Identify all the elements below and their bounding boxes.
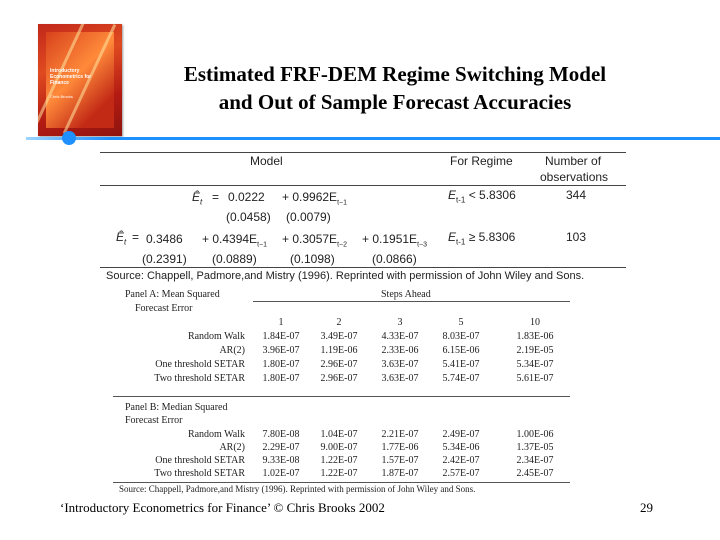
panel-b-title-line1: Panel B: Median Squared: [125, 402, 228, 413]
table-cell: 1.80E-07: [262, 359, 300, 370]
table-row-label: Random Walk: [187, 331, 245, 342]
forecast-table: [113, 286, 570, 496]
table-cell: 1.04E-07: [320, 429, 358, 440]
forecast-table-source: Source: Chappell, Padmore,and Mistry (1996). Reprinted with permission of John Wiley and Sons.: [119, 484, 476, 494]
table-cell: 1.77E-06: [381, 442, 419, 453]
step-header: 1: [278, 317, 284, 328]
table-cell: 4.33E-07: [381, 331, 419, 342]
table-cell: 1.57E-07: [381, 455, 419, 466]
table-row-label: One threshold SETAR: [155, 455, 245, 466]
table-cell: 2.45E-07: [516, 468, 554, 479]
panel-a-title-line2: Forecast Error: [135, 303, 193, 314]
model-table: [100, 152, 626, 270]
table-row-label: AR(2): [219, 442, 245, 453]
row2-observations: 103: [566, 230, 587, 244]
row1-regime: $E_{t-1} < 5.8306$: [448, 188, 516, 205]
step-header: 10: [530, 317, 540, 328]
table-cell: 1.80E-07: [262, 373, 300, 384]
table-cell: 1.00E-06: [516, 429, 554, 440]
table-cell: 5.74E-07: [442, 373, 480, 384]
row1-lhs: $Ê_t$: [192, 190, 203, 207]
slide-title-line2: and Out of Sample Forecast Accuracies: [218, 90, 572, 114]
row1-term1: + $0.9962E_{t-1}$: [282, 190, 347, 207]
row2-constant: 0.3486: [146, 232, 183, 246]
table-rule: [100, 185, 626, 186]
title-divider: [26, 135, 720, 142]
panel-separator: [113, 396, 570, 397]
row1-equals: =: [212, 190, 220, 204]
header-regime: For Regime: [450, 154, 513, 168]
table-cell: 3.63E-07: [381, 373, 419, 384]
divider-dot: [62, 131, 76, 145]
table-cell: 3.49E-07: [320, 331, 358, 342]
row2-lhs: $Ê_t$: [116, 230, 127, 247]
table-cell: 3.63E-07: [381, 359, 419, 370]
slide-title-line1: Estimated FRF-DEM Regime Switching Model: [183, 62, 607, 86]
table-cell: 2.34E-07: [516, 455, 554, 466]
row2-se-term1: (0.0889): [212, 252, 257, 266]
table-cell: 8.03E-07: [442, 331, 480, 342]
step-header: 3: [397, 317, 403, 328]
page-number: 29: [640, 500, 653, 515]
header-obs-line1: Number of: [545, 154, 602, 168]
table-cell: 2.96E-07: [320, 359, 358, 370]
table-cell: 9.00E-07: [320, 442, 358, 453]
table-bottom-rule: [113, 482, 570, 483]
table-cell: 1.22E-07: [320, 468, 358, 479]
row1-se-term1: (0.0079): [286, 210, 331, 224]
table-cell: 1.87E-07: [381, 468, 419, 479]
step-header: 5: [458, 317, 464, 328]
table-cell: 5.61E-07: [516, 373, 554, 384]
table-cell: 2.19E-05: [516, 345, 554, 356]
table-cell: 2.29E-07: [262, 442, 300, 453]
table-cell: 1.19E-06: [320, 345, 358, 356]
divider-bar: [26, 137, 720, 140]
table-row-label: Two threshold SETAR: [154, 468, 245, 479]
row2-equals: =: [132, 230, 140, 244]
table-cell: 1.37E-05: [516, 442, 554, 453]
table-cell: 2.57E-07: [442, 468, 480, 479]
table-cell: 2.33E-06: [381, 345, 419, 356]
row1-se-constant: (0.0458): [226, 210, 271, 224]
row1-constant: 0.0222: [228, 190, 265, 204]
row2-se-term2: (0.1098): [290, 252, 335, 266]
table-cell: 6.15E-06: [442, 345, 480, 356]
table-row-label: Random Walk: [187, 429, 245, 440]
table-row-label: One threshold SETAR: [155, 359, 245, 370]
book-cover-author: Chris Brooks: [50, 94, 73, 99]
table-cell: 5.41E-07: [442, 359, 480, 370]
table-cell: 2.96E-07: [320, 373, 358, 384]
table-cell: 9.33E-08: [262, 455, 300, 466]
table-cell: 2.49E-07: [442, 429, 480, 440]
row2-regime: $E_{t-1} \ge 5.8306$: [448, 230, 516, 247]
table-cell: 1.02E-07: [262, 468, 300, 479]
table-cell: 2.21E-07: [381, 429, 419, 440]
table-cell: 1.83E-06: [516, 331, 554, 342]
table-cell: 3.96E-07: [262, 345, 300, 356]
slide-title: [130, 60, 660, 116]
header-model: Model: [250, 154, 283, 168]
steps-ahead-label: Steps Ahead: [381, 289, 431, 300]
steps-rule: [253, 301, 570, 302]
table-row-label: AR(2): [219, 345, 245, 356]
table-rule: [100, 267, 626, 268]
model-table-source: Source: Chappell, Padmore,and Mistry (1996). Reprinted with permission of John Wiley and Sons.: [106, 270, 585, 282]
row2-term2: + $0.3057E_{t-2}$: [282, 232, 347, 249]
header-obs-line2: observations: [540, 170, 609, 184]
table-cell: 5.34E-06: [442, 442, 480, 453]
table-cell: 2.42E-07: [442, 455, 480, 466]
table-cell: 1.84E-07: [262, 331, 300, 342]
table-cell: 5.34E-07: [516, 359, 554, 370]
table-cell: 7.80E-08: [262, 429, 300, 440]
slide-footer: ‘Introductory Econometrics for Finance’ © Chris Brooks 2002: [60, 500, 385, 515]
row2-se-term3: (0.0866): [372, 252, 417, 266]
row1-observations: 344: [566, 188, 587, 202]
table-rule: [100, 152, 626, 153]
book-cover-image: [38, 24, 122, 136]
panel-b-title-line2: Forecast Error: [125, 415, 183, 426]
row2-se-constant: (0.2391): [142, 252, 187, 266]
row2-term1: + $0.4394E_{t-1}$: [202, 232, 267, 249]
row2-term3: + $0.1951E_{t-3}$: [362, 232, 427, 249]
table-cell: 1.22E-07: [320, 455, 358, 466]
table-row-label: Two threshold SETAR: [154, 373, 245, 384]
book-cover-title: Introductory Econometrics for Finance: [50, 68, 92, 86]
step-header: 2: [336, 317, 342, 328]
panel-a-title-line1: Panel A: Mean Squared: [125, 289, 220, 300]
